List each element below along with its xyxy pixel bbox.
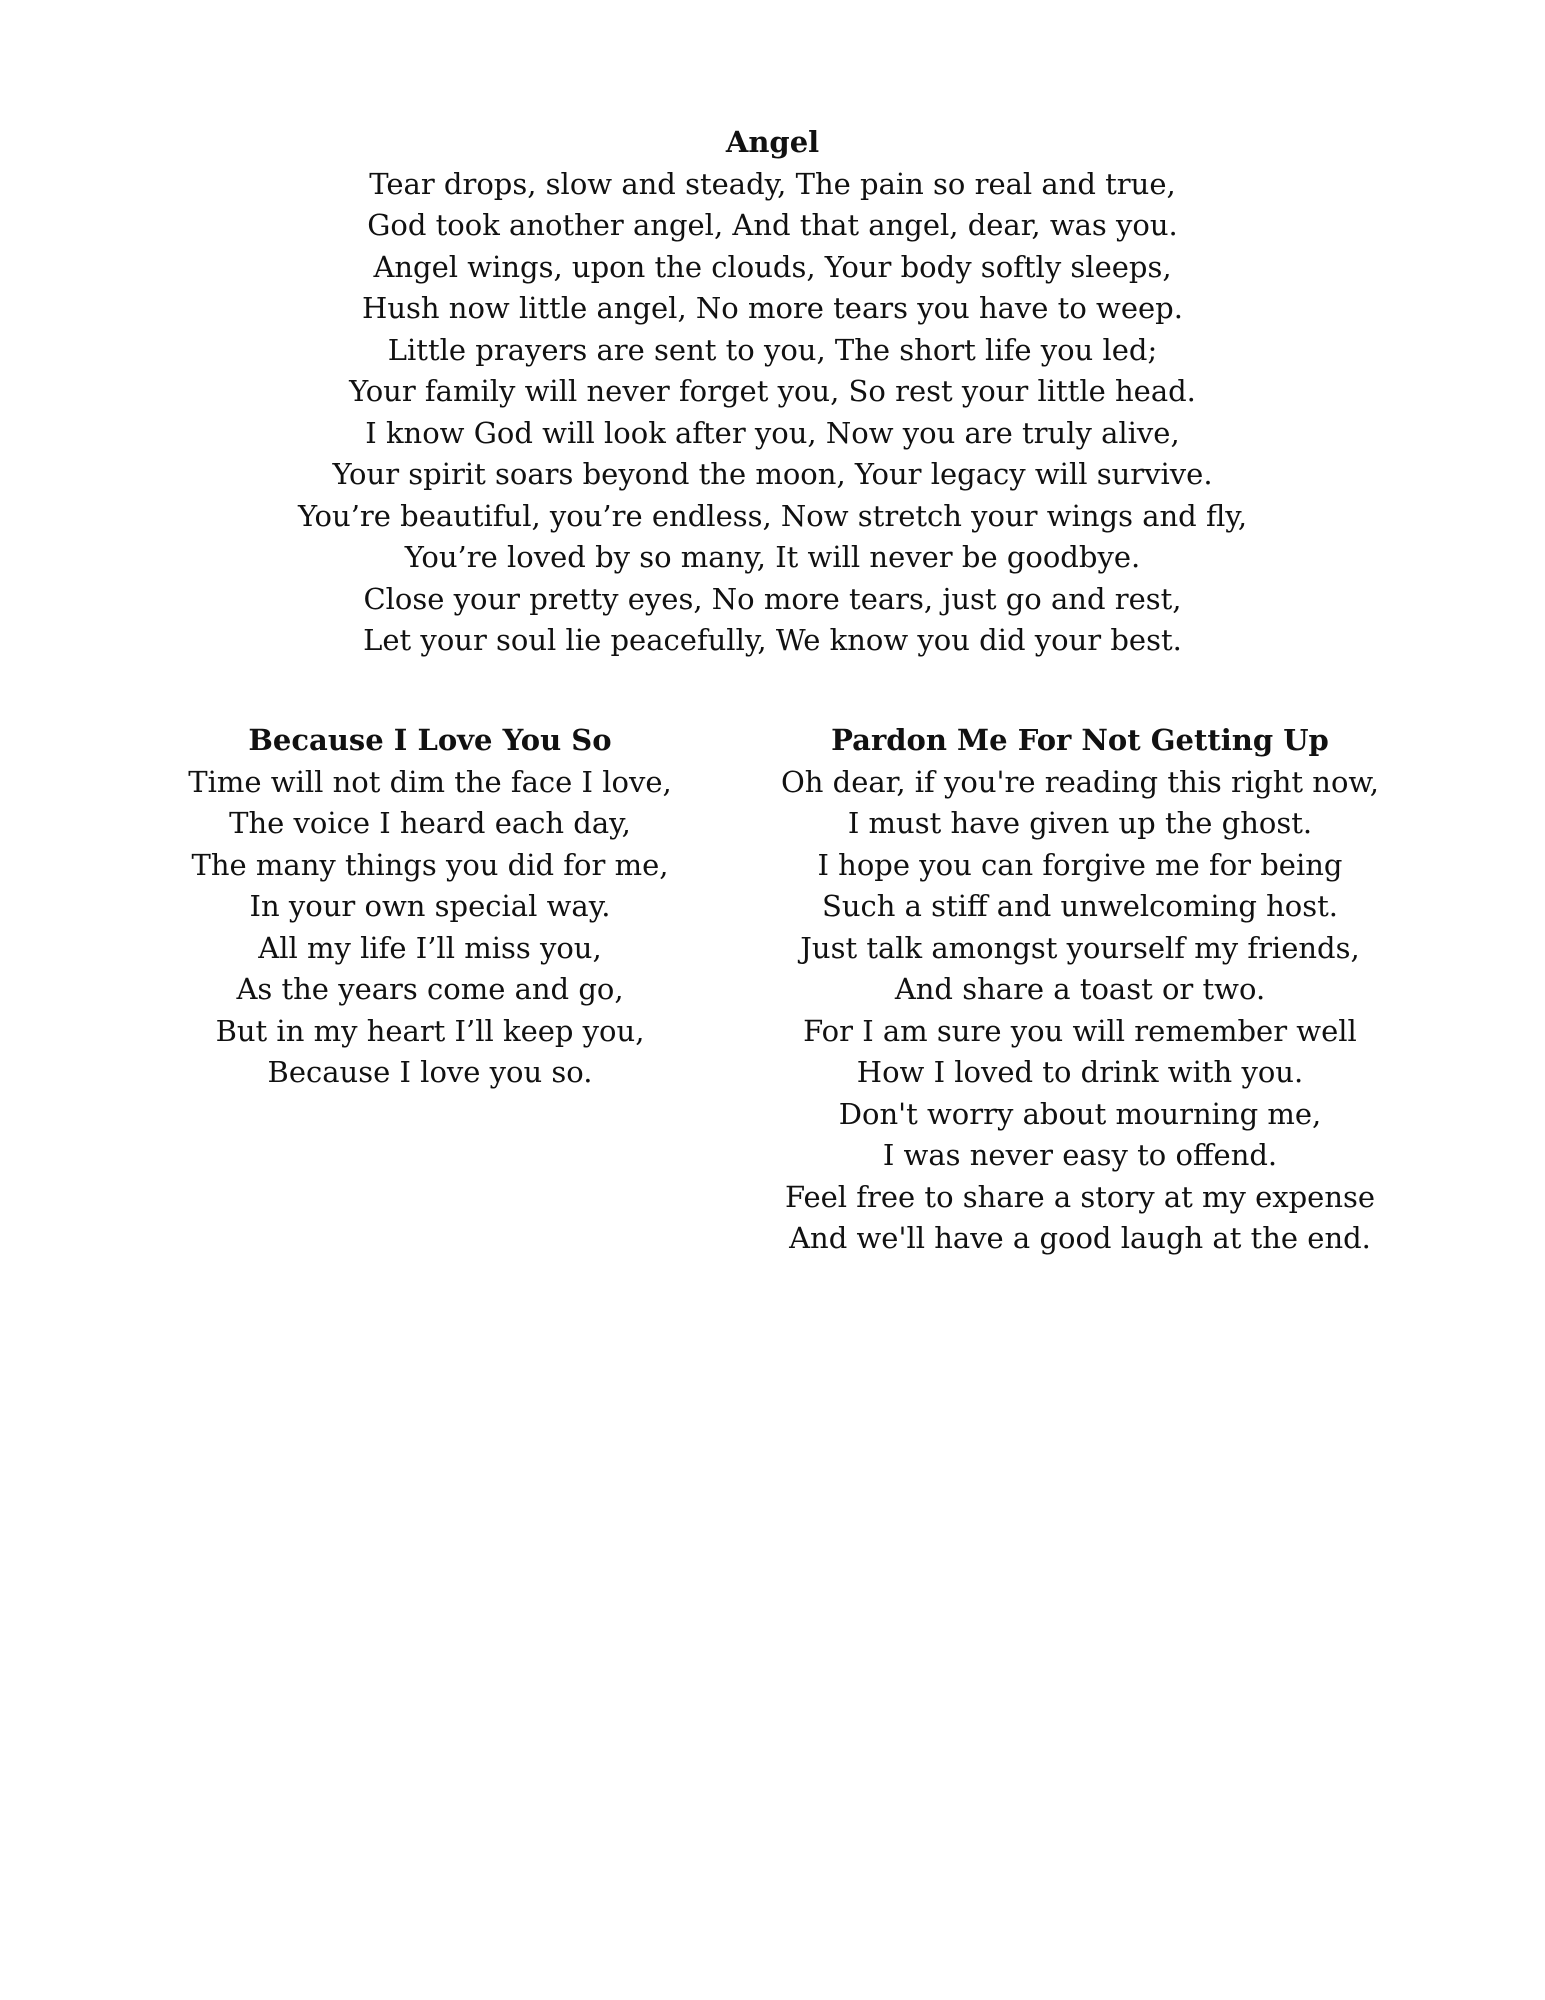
poem-line: Time will not dim the face I love, [188, 764, 672, 799]
poem-line: You’re loved by so many, It will never be goodbye. [404, 540, 1141, 574]
poem-line: All my life I’ll miss you, [258, 930, 602, 965]
poem-line: Tear drops, slow and steady, The pain so real and true, [369, 166, 1176, 201]
poem-line: I must have given up the ghost. [847, 806, 1313, 840]
poem-line: Such a stiff and unwelcoming host. [821, 889, 1338, 923]
poem-line: I know God will look after you, Now you are truly alive, [365, 415, 1180, 450]
poem-title: Because I Love You So [248, 723, 612, 757]
poem-line: Angel wings, upon the clouds, Your body softly sleeps, [373, 249, 1172, 284]
poem-line: Don't worry about mourning me, [838, 1096, 1322, 1131]
poem-line: And share a toast or two. [894, 972, 1266, 1006]
poem-line: Your family will never forget you, So rest your little head. [349, 374, 1196, 408]
poem-line: Hush now little angel, No more tears you have to weep. [362, 291, 1183, 325]
poem-line: Just talk amongst yourself my friends, [800, 930, 1360, 965]
poem-line: Feel free to share a story at my expense [784, 1179, 1376, 1214]
poem-title: Pardon Me For Not Getting Up [831, 723, 1329, 757]
poem-line: Let your soul lie peacefully, We know you did your best. [363, 623, 1182, 657]
poem-line: Oh dear, if you're reading this right now, [780, 764, 1380, 799]
poem-line: For I am sure you will remember well [803, 1013, 1357, 1048]
poem-line: Because I love you so. [267, 1055, 593, 1089]
poem-line: Your spirit soars beyond the moon, Your legacy will survive. [332, 457, 1213, 491]
poem-line: Little prayers are sent to you, The short life you led; [387, 332, 1158, 367]
poem-title: Angel [725, 125, 820, 159]
poem-line: I was never easy to offend. [882, 1138, 1278, 1172]
poem-line: God took another angel, And that angel, dear, was you. [367, 208, 1178, 242]
poem-line: The voice I heard each day, [229, 806, 631, 840]
poem-line: You’re beautiful, you’re endless, Now stretch your wings and fly, [297, 498, 1248, 533]
poem-pardon-me [780, 720, 1380, 1260]
poem-line: But in my heart I’ll keep you, [215, 1013, 645, 1048]
poem-line: The many things you did for me, [191, 847, 669, 882]
poem-angel [0, 122, 1545, 662]
poem-line: I hope you can forgive me for being [817, 847, 1343, 882]
poem-line: And we'll have a good laugh at the end. [789, 1221, 1371, 1255]
poem-line: As the years come and go, [236, 972, 624, 1006]
poem-line: How I loved to drink with you. [856, 1055, 1304, 1089]
poem-line: Close your pretty eyes, No more tears, just go and rest, [363, 581, 1182, 616]
poem-because-i-love-you-so [180, 720, 680, 1094]
poem-line: In your own special way. [249, 889, 611, 923]
